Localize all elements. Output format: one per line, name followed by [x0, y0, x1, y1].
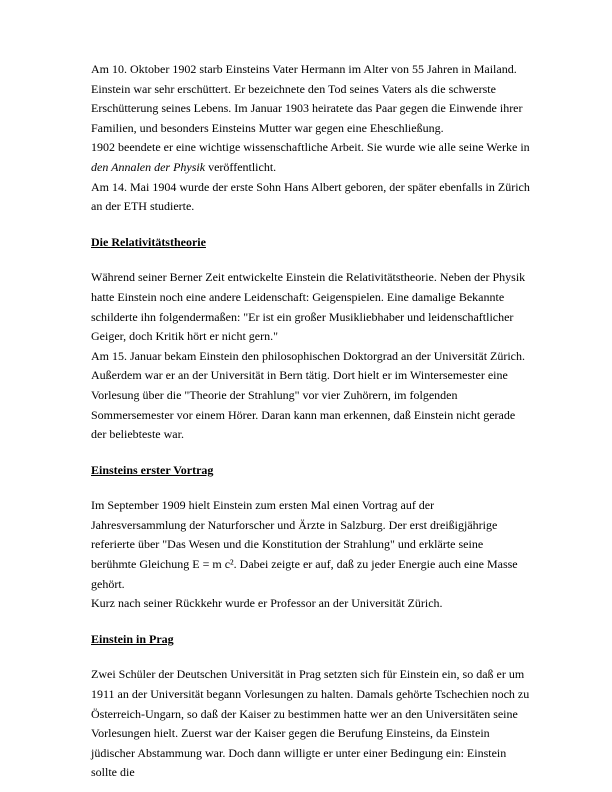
spacer — [91, 614, 531, 630]
paragraph-bern-violin: Während seiner Berner Zeit entwickelte Einstein die Relativitätstheorie. Neben der Physik hatte Einstein noch eine andere Leidenschaft: Geigenspielen. Eine damalige Bekannte schilderte ihn folgendermaßen: "Er ist ein großer Musikliebhaber und leidenschaftlicher Geiger, doch Kritik hört er nicht gern." — [91, 270, 526, 344]
paragraph-annalen-end: veröffentlicht. — [205, 159, 277, 174]
journal-title: den Annalen der Physik — [91, 159, 206, 174]
paragraph-salzburg-lecture: Im September 1909 hielt Einstein zum ersten Mal einen Vortrag auf der Jahresversammlung der Naturforscher und Ärzte in Salzburg. Der erst dreißigjährige referierte über "Das Wesen und die Konstitution der Strahlung" und erklärte seine berühmte Gleichung E = m c². Dabei zeigte er auf, daß zu jeder Energie auch eine Masse gehört. — [91, 498, 518, 591]
document-body — [91, 60, 531, 783]
spacer — [91, 252, 531, 268]
paragraph-son-hans-albert: Am 14. Mai 1904 wurde der erste Sohn Hans Albert geboren, der später ebenfalls in Zürich an der ETH studierte. — [91, 179, 530, 214]
paragraph-annalen — [91, 138, 531, 177]
paragraph-prague: Zwei Schüler der Deutschen Universität in Prag setzten sich für Einstein ein, so daß er um 1911 an der Universität begann Vorlesungen zu halten. Damals gehörte Tschechien noch zu Österreich-Ungarn, so daß der Kaiser zu bestimmen hatte wer an den Universitäten seine Vorlesungen hielt. Zuerst war der Kaiser gegen die Berufung Einsteins, da Einstein jüdischer Abstammung war. Doch dann willigte er unter einer Bedingung ein: Einstein sollte die — [91, 667, 530, 780]
spacer — [91, 445, 531, 461]
spacer — [91, 649, 531, 665]
spacer — [91, 480, 531, 496]
heading-erster-vortrag: Einsteins erster Vortrag — [91, 462, 214, 477]
paragraph-father-death: Am 10. Oktober 1902 starb Einsteins Vater Hermann im Alter von 55 Jahren in Mailand. Einstein war sehr erschüttert. Er bezeichnete den Tod seines Vaters als die schwerste Erschütterung seines Lebens. Im Januar 1903 heiratete das Paar gegen die Einwende ihrer Familien, und besonders Einsteins Mutter war gegen eine Eheschließung. — [91, 62, 523, 135]
paragraph-annalen-start: 1902 beendete er eine wichtige wissenschaftliche Arbeit. Sie wurde wie alle seine Werke in — [91, 140, 530, 155]
heading-einstein-in-prag: Einstein in Prag — [91, 631, 174, 646]
spacer — [91, 217, 531, 233]
heading-relativitaetstheorie: Die Relativitätstheorie — [91, 234, 206, 249]
paragraph-zurich-professor: Kurz nach seiner Rückkehr wurde er Professor an der Universität Zürich. — [91, 596, 443, 611]
paragraph-doctorate: Am 15. Januar bekam Einstein den philosophischen Doktorgrad an der Universität Zürich. Außerdem war er an der Universität in Bern tätig. Dort hielt er im Wintersemester eine Vorlesung über die "Theorie der Strahlung" vor vier Zuhörern, im folgenden Sommersemester vor einem Hörer. Daran kann man erkennen, daß Einstein nicht gerade der beliebteste war. — [91, 348, 526, 442]
